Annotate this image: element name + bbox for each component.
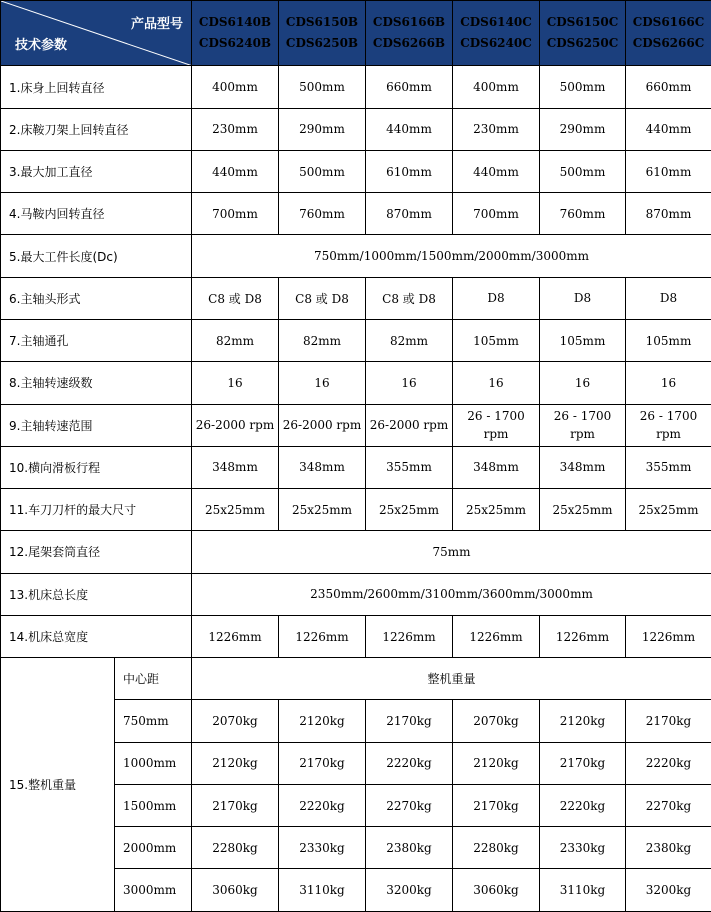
model-header-cell: CDS6166C CDS6266C <box>626 1 711 66</box>
spanning-value: 2350mm/2600mm/3100mm/3600mm/3000mm <box>192 573 711 615</box>
cell-value: 25x25mm <box>279 489 366 531</box>
cell-value: 105mm <box>540 320 626 362</box>
cell-value: 2120kg <box>192 742 279 784</box>
table-row <box>1 489 711 531</box>
cell-value: 3200kg <box>626 869 711 912</box>
table-row <box>1 615 711 657</box>
cell-value: 2380kg <box>366 827 453 869</box>
cell-value: D8 <box>540 277 626 319</box>
cell-value: 2170kg <box>453 784 540 826</box>
cell-value: 26-2000 rpm <box>366 404 453 446</box>
cell-value: 2170kg <box>279 742 366 784</box>
cell-value: 26-2000 rpm <box>192 404 279 446</box>
cell-value: 2220kg <box>626 742 711 784</box>
cell-value: 82mm <box>192 320 279 362</box>
cell-value: C8 或 D8 <box>279 277 366 319</box>
row-label: 13.机床总长度 <box>1 573 192 615</box>
cell-value: 870mm <box>626 193 711 235</box>
center-distance: 1500mm <box>115 784 192 826</box>
cell-value: D8 <box>453 277 540 319</box>
table-row <box>1 235 711 277</box>
cell-value: 82mm <box>366 320 453 362</box>
cell-value: 610mm <box>626 150 711 192</box>
cell-value: 440mm <box>626 108 711 150</box>
cell-value: 16 <box>192 362 279 404</box>
cell-value: 105mm <box>626 320 711 362</box>
cell-value: 290mm <box>540 108 626 150</box>
cell-value: 2220kg <box>279 784 366 826</box>
cell-value: 2070kg <box>192 700 279 742</box>
cell-value: 440mm <box>192 150 279 192</box>
table-row <box>1 150 711 192</box>
row-label: 6.主轴头形式 <box>1 277 192 319</box>
row-label: 4.马鞍内回转直径 <box>1 193 192 235</box>
weight-label: 15.整机重量 <box>1 658 115 912</box>
cell-value: 348mm <box>279 446 366 488</box>
cell-value: 348mm <box>192 446 279 488</box>
row-label: 5.最大工件长度(Dc) <box>1 235 192 277</box>
cell-value: 2120kg <box>279 700 366 742</box>
model-header-cell: CDS6150B CDS6250B <box>279 1 366 66</box>
cell-value: 3060kg <box>453 869 540 912</box>
product-model-label: 产品型号 <box>130 17 183 32</box>
row-label: 14.机床总宽度 <box>1 615 192 657</box>
cell-value: 660mm <box>626 66 711 108</box>
cell-value: 355mm <box>626 446 711 488</box>
table-row <box>1 66 711 108</box>
cell-value: 2330kg <box>540 827 626 869</box>
cell-value: 2170kg <box>192 784 279 826</box>
cell-value: 1226mm <box>453 615 540 657</box>
cell-value: 25x25mm <box>192 489 279 531</box>
weight-header-row <box>1 658 711 700</box>
row-label: 10.横向滑板行程 <box>1 446 192 488</box>
cell-value: D8 <box>626 277 711 319</box>
cell-value: 700mm <box>453 193 540 235</box>
row-label: 7.主轴通孔 <box>1 320 192 362</box>
table-row <box>1 446 711 488</box>
cell-value: 2170kg <box>540 742 626 784</box>
center-distance: 750mm <box>115 700 192 742</box>
cell-value: 1226mm <box>192 615 279 657</box>
cell-value: 25x25mm <box>453 489 540 531</box>
cell-value: 348mm <box>540 446 626 488</box>
cell-value: 1226mm <box>279 615 366 657</box>
cell-value: 3110kg <box>540 869 626 912</box>
model-header-cell: CDS6150C CDS6250C <box>540 1 626 66</box>
row-label: 8.主轴转速级数 <box>1 362 192 404</box>
spanning-value: 75mm <box>192 531 711 573</box>
model-header-cell: CDS6140C CDS6240C <box>453 1 540 66</box>
cell-value: 2380kg <box>626 827 711 869</box>
cell-value: 2280kg <box>453 827 540 869</box>
cell-value: 2220kg <box>540 784 626 826</box>
table-row <box>1 193 711 235</box>
cell-value: 3110kg <box>279 869 366 912</box>
cell-value: 16 <box>366 362 453 404</box>
center-distance-label: 中心距 <box>115 658 192 700</box>
cell-value: 290mm <box>279 108 366 150</box>
corner-header-cell <box>1 1 192 66</box>
cell-value: 26 - 1700 rpm <box>626 404 711 446</box>
model-header-cell: CDS6166B CDS6266B <box>366 1 453 66</box>
cell-value: 700mm <box>192 193 279 235</box>
cell-value: 870mm <box>366 193 453 235</box>
table-row <box>1 277 711 319</box>
model-header-cell: CDS6140B CDS6240B <box>192 1 279 66</box>
cell-value: 2270kg <box>366 784 453 826</box>
cell-value: 3200kg <box>366 869 453 912</box>
cell-value: 2280kg <box>192 827 279 869</box>
cell-value: 2170kg <box>626 700 711 742</box>
cell-value: 400mm <box>453 66 540 108</box>
header-row <box>1 1 711 66</box>
cell-value: 355mm <box>366 446 453 488</box>
cell-value: 500mm <box>540 66 626 108</box>
table-row <box>1 404 711 446</box>
cell-value: 26 - 1700 rpm <box>453 404 540 446</box>
cell-value: C8 或 D8 <box>366 277 453 319</box>
cell-value: 82mm <box>279 320 366 362</box>
cell-value: 500mm <box>540 150 626 192</box>
row-label: 12.尾架套筒直径 <box>1 531 192 573</box>
cell-value: 16 <box>453 362 540 404</box>
cell-value: 2330kg <box>279 827 366 869</box>
table-row <box>1 531 711 573</box>
cell-value: 400mm <box>192 66 279 108</box>
cell-value: 16 <box>540 362 626 404</box>
cell-value: 25x25mm <box>366 489 453 531</box>
row-label: 1.床身上回转直径 <box>1 66 192 108</box>
cell-value: 16 <box>626 362 711 404</box>
cell-value: 16 <box>279 362 366 404</box>
center-distance: 3000mm <box>115 869 192 912</box>
cell-value: 2270kg <box>626 784 711 826</box>
cell-value: 230mm <box>453 108 540 150</box>
cell-value: 1226mm <box>626 615 711 657</box>
cell-value: 610mm <box>366 150 453 192</box>
cell-value: 3060kg <box>192 869 279 912</box>
cell-value: 440mm <box>366 108 453 150</box>
row-label: 3.最大加工直径 <box>1 150 192 192</box>
cell-value: 25x25mm <box>540 489 626 531</box>
cell-value: 1226mm <box>540 615 626 657</box>
cell-value: 2220kg <box>366 742 453 784</box>
cell-value: 26-2000 rpm <box>279 404 366 446</box>
cell-value: 2120kg <box>540 700 626 742</box>
cell-value: 1226mm <box>366 615 453 657</box>
center-distance: 1000mm <box>115 742 192 784</box>
cell-value: C8 或 D8 <box>192 277 279 319</box>
spec-label: 技术参数 <box>15 38 68 54</box>
table-row <box>1 320 711 362</box>
cell-value: 760mm <box>279 193 366 235</box>
cell-value: 25x25mm <box>626 489 711 531</box>
row-label: 2.床鞍刀架上回转直径 <box>1 108 192 150</box>
cell-value: 230mm <box>192 108 279 150</box>
table-row <box>1 108 711 150</box>
cell-value: 105mm <box>453 320 540 362</box>
row-label: 11.车刀刀杆的最大尺寸 <box>1 489 192 531</box>
cell-value: 348mm <box>453 446 540 488</box>
cell-value: 26 - 1700 rpm <box>540 404 626 446</box>
table-row <box>1 362 711 404</box>
cell-value: 500mm <box>279 66 366 108</box>
cell-value: 500mm <box>279 150 366 192</box>
row-label: 9.主轴转速范围 <box>1 404 192 446</box>
cell-value: 2120kg <box>453 742 540 784</box>
cell-value: 440mm <box>453 150 540 192</box>
center-distance: 2000mm <box>115 827 192 869</box>
spanning-value: 750mm/1000mm/1500mm/2000mm/3000mm <box>192 235 711 277</box>
cell-value: 660mm <box>366 66 453 108</box>
cell-value: 760mm <box>540 193 626 235</box>
table-row <box>1 573 711 615</box>
diagonal-divider <box>1 1 191 65</box>
weight-header: 整机重量 <box>192 658 711 700</box>
cell-value: 2170kg <box>366 700 453 742</box>
cell-value: 2070kg <box>453 700 540 742</box>
